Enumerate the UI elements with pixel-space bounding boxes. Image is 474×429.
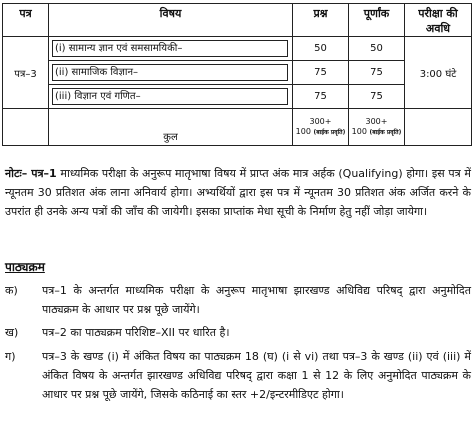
total-questions-line1: 300+	[309, 116, 332, 126]
total-marks-cell	[349, 109, 405, 146]
item-text: पत्र–2 का पाठ्यक्रम परिशिष्ट–XII पर धारित है।	[42, 326, 230, 339]
duration-cell: 3:00 घंटे	[405, 37, 472, 109]
subject-cell: (i) सामान्य ज्ञान एवं समसामयिकी–	[52, 40, 288, 57]
header-questions: प्रश्न	[293, 4, 349, 37]
paper-name-cell: पत्र–3	[3, 37, 49, 109]
syllabus-heading: पाठ्यक्रम	[5, 260, 45, 274]
total-questions-line2-wrap	[293, 127, 348, 138]
total-questions-cell	[293, 109, 349, 146]
total-questions-line2: 100	[295, 126, 311, 136]
note-lead: नोटः– पत्र–1	[5, 167, 57, 180]
questions-cell: 75	[293, 85, 349, 109]
marks-cell: 75	[349, 85, 405, 109]
item-marker: ग)	[5, 350, 16, 363]
total-marks-line2: 100	[351, 126, 367, 136]
item-text: पत्र–3 के खण्ड (i) में अंकित विषय का पाठ्यक्रम 18 (घ) (i से vi) तथा पत्र–3 के खण्ड (ii) एवं (iii) में अंकित विषय के अन्तर्गत झारखण्ड अधिविद्य परिषद् द्वारा कक्षा 1 से 12 के लिए अनुमोदित पाठ्यक्रम के आधार पर प्रश्न पूछे जायेंगे, जिसके कठिनाई का स्तर +2/इन्टरमीडिएट होगा।	[42, 350, 471, 401]
empty-cell	[3, 109, 49, 146]
item-text: पत्र–1 के अन्तर्गत माध्यमिक परीक्षा के अनुरूप मातृभाषा झारखण्ड अधिविद्य परिषद् द्वारा अनुमोदित पाठ्यक्रम के आधार पर प्रश्न पूछे जायेंगे।	[42, 284, 471, 316]
total-questions-note: (बाईक प्रवृति)	[313, 128, 346, 136]
table-row	[3, 37, 472, 61]
item-marker: ख)	[5, 326, 19, 339]
item-marker: क)	[5, 284, 18, 297]
marks-cell: 75	[349, 61, 405, 85]
exam-scheme-table	[2, 3, 472, 146]
header-paper: पत्र	[3, 4, 49, 37]
total-label: कुल	[49, 109, 293, 146]
table-header-row	[3, 4, 472, 37]
header-duration: परीक्षा की अवधि	[405, 4, 472, 37]
total-marks-note: (बाईक प्रवृति)	[369, 128, 402, 136]
total-marks-line1: 300+	[365, 116, 388, 126]
questions-cell: 50	[293, 37, 349, 61]
header-full-marks: पूर्णांक	[349, 4, 405, 37]
table-row	[3, 61, 472, 85]
questions-cell: 75	[293, 61, 349, 85]
marks-cell: 50	[349, 37, 405, 61]
empty-cell	[405, 109, 472, 146]
header-subject: विषय	[49, 4, 293, 37]
note-paragraph	[5, 164, 471, 221]
table-total-row	[3, 109, 472, 146]
subject-cell: (iii) विज्ञान एवं गणित–	[52, 88, 288, 105]
note-text: माध्यमिक परीक्षा के अनुरूप मातृभाषा विषय में प्राप्त अंक मात्र अर्हक (Qualifying) होगा। इस पत्र में न्यूनतम 30 प्रतिशत अंक लाना अनिवार्य होगा। अभ्यर्थियों द्वारा इस पत्र में न्यूनतम 30 प्रतिशत अंक अर्जित करने के उपरांत ही उनके अन्य पत्रों की जाँच की जायेगी। इसका प्राप्तांक मेधा सूची के निर्माण हेतु नहीं जोड़ा जायेगा।	[5, 167, 471, 218]
total-marks-line2-wrap	[349, 127, 404, 138]
table-row	[3, 85, 472, 109]
subject-cell: (ii) सामाजिक विज्ञान–	[52, 64, 288, 81]
